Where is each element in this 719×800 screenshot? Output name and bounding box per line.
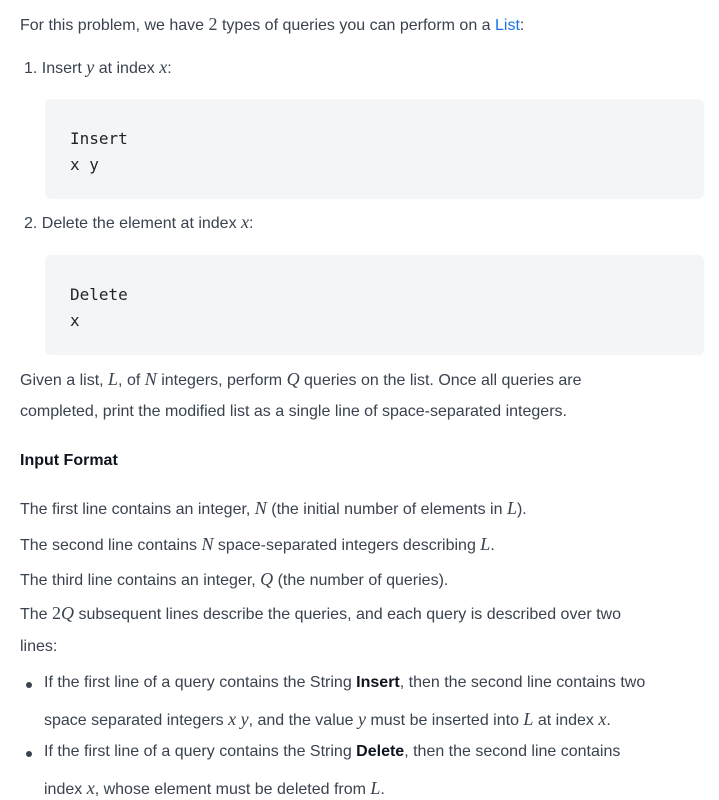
bullet-dot xyxy=(26,682,32,688)
input-line-4-cont: lines: xyxy=(20,638,58,655)
bullet-delete-line-2: index x, whose element must be deleted from L. xyxy=(44,778,385,798)
code-block-insert xyxy=(45,99,704,199)
list-link[interactable]: List xyxy=(495,17,520,34)
given-line-2: completed, print the modified list as a single line of space-separated integers. xyxy=(20,403,567,420)
bullet-insert-line-1: If the first line of a query contains the String Insert, then the second line contains two xyxy=(44,674,646,691)
input-format-heading: Input Format xyxy=(20,452,118,469)
list-item-delete: 2. Delete the element at index x: xyxy=(24,212,254,232)
input-line-2: The second line contains N space-separated integers describing L. xyxy=(20,534,495,554)
list-item-insert: 1. Insert y at index x: xyxy=(24,57,172,77)
bullet-dot xyxy=(26,751,32,757)
code-insert: Insert x y xyxy=(70,129,128,174)
input-line-1: The first line contains an integer, N (the initial number of elements in L). xyxy=(20,498,527,518)
given-line-1: Given a list, L, of N integers, perform Q queries on the list. Once all queries are xyxy=(20,369,582,389)
input-line-3: The third line contains an integer, Q (the number of queries). xyxy=(20,569,449,589)
code-block-delete xyxy=(45,255,704,355)
bullet-insert-line-2: space separated integers x y, and the value y must be inserted into L at index x. xyxy=(44,709,611,729)
intro-paragraph: For this problem, we have 2 types of queries you can perform on a List: xyxy=(20,14,525,34)
input-line-4: The 2Q subsequent lines describe the queries, and each query is described over two xyxy=(20,603,622,623)
code-delete: Delete x xyxy=(70,285,128,330)
bullet-delete-line-1: If the first line of a query contains the String Delete, then the second line contains xyxy=(44,743,621,760)
